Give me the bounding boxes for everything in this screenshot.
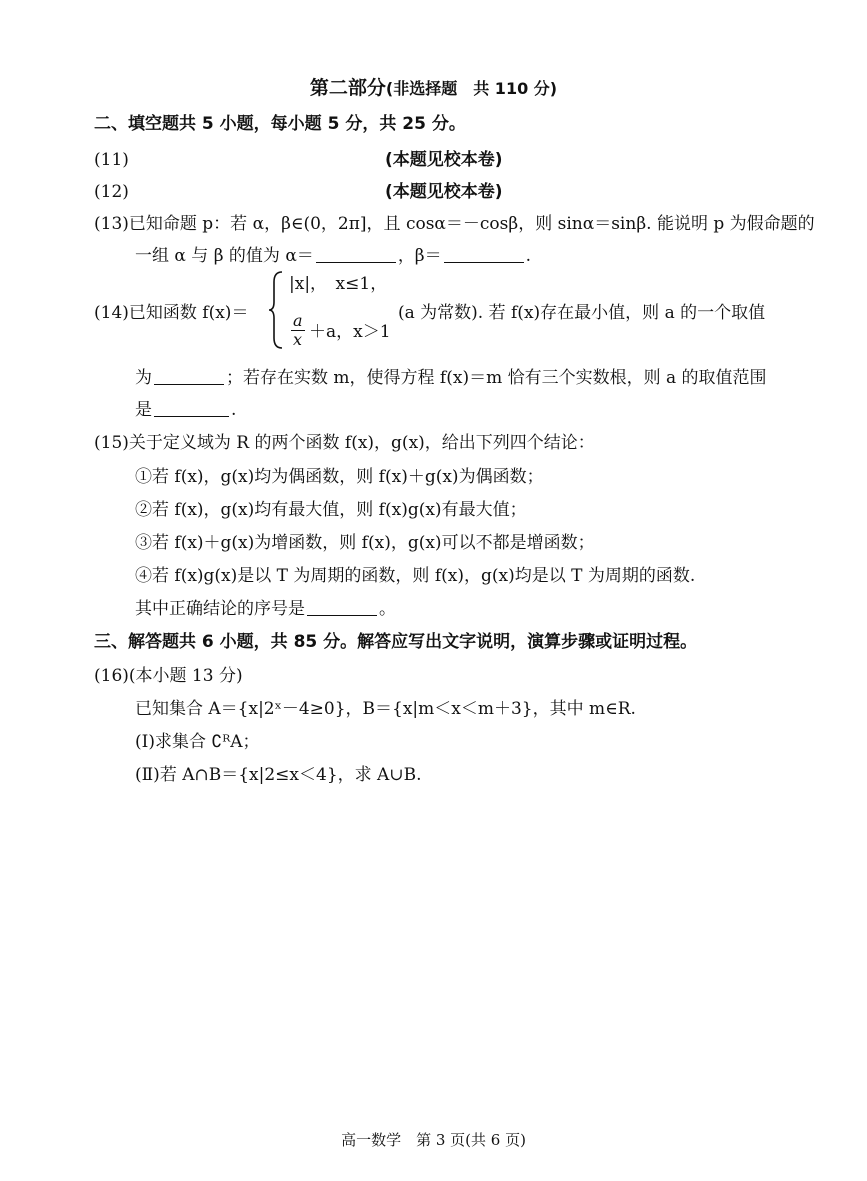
answer-blank — [154, 399, 229, 417]
section3-heading: 三、解答题共 6 小题，共 85 分。解答应写出文字说明，演算步骤或证明过程。 — [94, 632, 698, 652]
q16-stem: 已知集合 A＝{x|2ˣ－4≥0}，B＝{x|m＜x＜m＋3}，其中 m∈R. — [135, 699, 636, 719]
answer-blank — [307, 598, 377, 616]
q15-intro: (15)关于定义域为 R 的两个函数 f(x)，g(x)，给出下列四个结论： — [94, 433, 595, 453]
page-footer: 高一数学 第 3 页(共 6 页) — [341, 1131, 526, 1149]
section2-heading: 二、填空题共 5 小题，每小题 5 分，共 25 分。 — [94, 114, 466, 134]
q14-text-c: 是 — [135, 400, 152, 420]
q14-case1: |x|， x≤1， — [289, 274, 388, 294]
q14-text-d: . — [231, 400, 237, 420]
q14-text-b: ；若存在实数 m，使得方程 f(x)＝m 恰有三个实数根，则 a 的取值范围 — [226, 368, 767, 388]
q14-prefix: (14)已知函数 f(x)＝ — [94, 303, 249, 323]
q14-frac-num: a — [293, 311, 303, 330]
q14-case2: ＋a，x＞1 — [309, 322, 391, 342]
piecewise-brace — [268, 270, 286, 350]
q15-item-1: ①若 f(x)，g(x)均为偶函数，则 f(x)＋g(x)为偶函数； — [135, 467, 544, 487]
answer-blank — [316, 245, 396, 263]
q12-note: (本题见校本卷) — [385, 182, 503, 202]
q16-part2: (Ⅱ)若 A∩B＝{x|2≤x＜4}，求 A∪B. — [135, 765, 422, 785]
q14-text-a: 为 — [135, 368, 152, 388]
q11-number: (11) — [94, 150, 129, 170]
part-title — [0, 76, 867, 101]
q15-answer-end: 。 — [379, 599, 396, 619]
q14-line3 — [135, 398, 236, 422]
q12-number: (12) — [94, 182, 129, 202]
q15-item-2: ②若 f(x)，g(x)均有最大值，则 f(x)g(x)有最大值； — [135, 500, 527, 520]
q14-line2 — [135, 366, 767, 390]
q16-number: (16)(本小题 13 分) — [94, 666, 243, 686]
q11-note: (本题见校本卷) — [385, 150, 503, 170]
q14-suffix: (a 为常数). 若 f(x)存在最小值，则 a 的一个取值 — [398, 303, 766, 323]
q13-line1: (13)已知命题 p：若 α，β∈(0，2π]，且 cosα＝－cosβ，则 sinα＝sinβ. 能说明 p 为假命题的 — [94, 214, 815, 234]
part-title-sub: (非选择题 共 110 分) — [385, 79, 558, 98]
q15-answer — [135, 597, 396, 621]
q15-item-4: ④若 f(x)g(x)是以 T 为周期的函数，则 f(x)，g(x)均是以 T 为周期的函数. — [135, 566, 696, 586]
q14-frac-den: x — [293, 330, 303, 349]
answer-blank — [154, 367, 224, 385]
answer-blank — [444, 245, 524, 263]
part-title-main: 第二部分 — [309, 77, 386, 99]
q13-text-a: 一组 α 与 β 的值为 α＝ — [135, 246, 314, 266]
q15-item-3: ③若 f(x)＋g(x)为增函数，则 f(x)，g(x)可以不都是增函数； — [135, 533, 595, 553]
q13-text-c: . — [525, 246, 532, 266]
q13-line2 — [135, 244, 531, 268]
q13-text-b: ，β＝ — [397, 246, 442, 266]
q16-part1: (Ⅰ)求集合 ∁ᴿA； — [135, 732, 260, 752]
q15-answer-text: 其中正确结论的序号是 — [135, 599, 305, 619]
